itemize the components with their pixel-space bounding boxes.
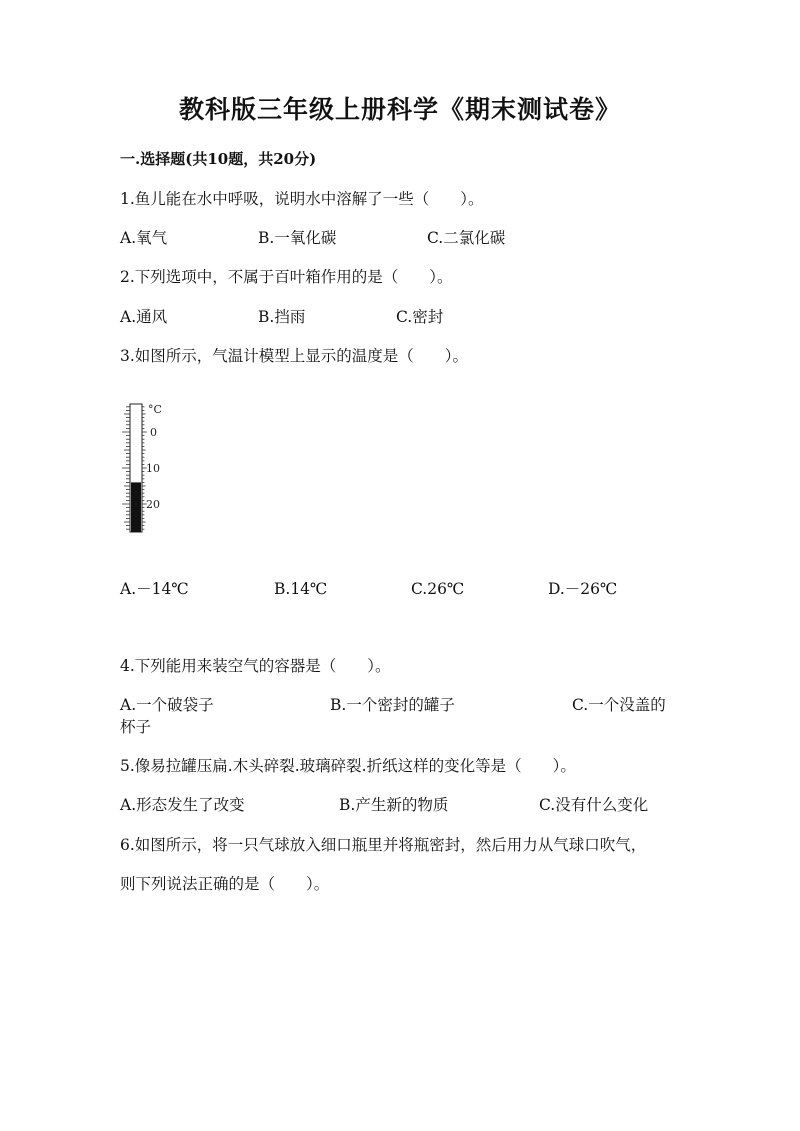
question-1-stem: 1.鱼儿能在水中呼吸，说明水中溶解了一些（ ）。 [120,190,484,208]
question-1-option-b: B.一氧化碳 [258,229,337,247]
question-2-option-c: C.密封 [396,308,444,326]
question-3-stem: 3.如图所示，气温计模型上显示的温度是（ ）。 [120,347,469,365]
question-4-option-c-wrap: 杯子 [120,718,152,736]
question-4-option-c: C.一个没盖的 [572,696,666,714]
thermometer-label-10: 10 [146,462,160,475]
thermometer-unit: °C [148,403,162,416]
thermometer-label-0: 0 [150,426,157,439]
question-2-option-a: A.通风 [120,308,168,326]
question-3-option-a: A.－14℃ [120,580,189,598]
question-3-option-d: D.－26℃ [548,580,618,598]
question-6-stem-line-2: 则下列说法正确的是（ ）。 [120,875,330,893]
question-3-option-b: B.14℃ [274,580,328,598]
question-4-option-b: B.一个密封的罐子 [330,696,455,714]
question-4-option-a: A.一个破袋子 [120,696,214,714]
question-5-option-c: C.没有什么变化 [539,796,649,814]
question-2-option-b: B.挡雨 [258,308,306,326]
question-2-stem: 2.下列选项中，不属于百叶箱作用的是（ ）。 [120,268,453,286]
question-4-stem: 4.下列能用来装空气的容器是（ ）。 [120,657,391,675]
page-title: 教科版三年级上册科学《期末测试卷》 [178,95,621,124]
thermometer-figure [120,398,180,538]
question-5-option-a: A.形态发生了改变 [120,796,245,814]
section-heading: 一.选择题(共10题，共20分) [120,150,317,168]
question-1-option-c: C.二氯化碳 [427,229,506,247]
question-5-option-b: B.产生新的物质 [339,796,449,814]
question-6-stem-line-1: 6.如图所示，将一只气球放入细口瓶里并将瓶密封，然后用力从气球口吹气， [120,836,647,854]
question-5-stem: 5.像易拉罐压扁.木头碎裂.玻璃碎裂.折纸这样的变化等是（ ）。 [120,757,576,775]
question-3-option-c: C.26℃ [411,580,465,598]
thermometer-label-20: 20 [146,498,160,511]
thermometer-mercury [131,482,141,532]
question-1-option-a: A.氧气 [120,229,168,247]
